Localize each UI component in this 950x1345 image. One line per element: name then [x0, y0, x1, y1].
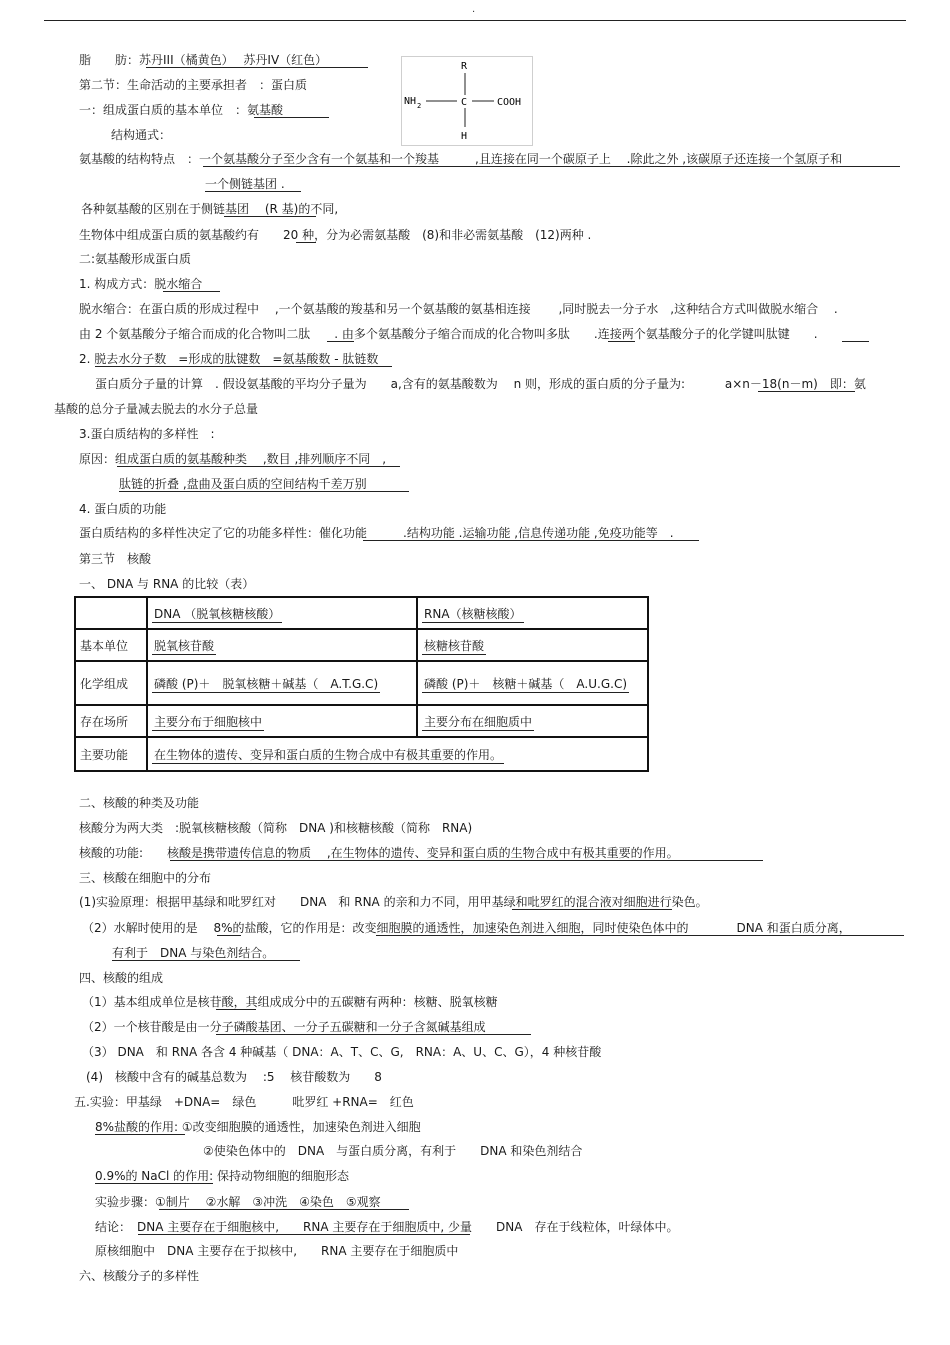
table-cell: 磷酸 (P)＋ 核糖＋碱基（ A.U.G.C): [417, 661, 648, 705]
line-distribution-title: 三、核酸在细胞中的分布: [79, 871, 212, 885]
line-dehydration: 脱水缩合：在蛋白质的形成过程中 ,一个氨基酸的羧基和另一个氨基酸的氨基相连接 ,同时脱去一分子水 ,这种结合方式叫做脱水缩合 .: [79, 302, 838, 316]
line-hcl-effect-1: 8%盐酸的作用: ①改变细胞膜的通透性，加速染色剂进入细胞: [95, 1120, 421, 1134]
line-conclusion: 结论： DNA 主要存在于细胞核中, RNA 主要存在于细胞质中, 少量 DNA 存在于线粒体，叶绿体中。: [95, 1220, 679, 1234]
line-difference: 各种氨基酸的区别在于侧链基团 (R 基)的不同,: [81, 202, 339, 216]
line-formation-2: 2. 脱去水分子数 =形成的肽键数 =氨基酸数 - 肽链数: [79, 352, 379, 366]
table-row-label: 基本单位: [75, 629, 147, 661]
line-amino-count: 生物体中组成蛋白质的氨基酸约有 20 种，分为必需氨基酸 (8)和非必需氨基酸 (12)两种 .: [79, 228, 592, 242]
line-diversity-title: 3.蛋白质结构的多样性 :: [79, 427, 215, 441]
line-kinds-title: 二、核酸的种类及功能: [79, 796, 200, 810]
table-row-label: 存在场所: [75, 705, 147, 737]
line-compare-title: 一、 DNA 与 RNA 的比较（表）: [79, 577, 255, 591]
table-row: [75, 661, 648, 705]
line-feature-1: 氨基酸的结构特点 ：一个氨基酸分子至少含有一个氨基和一个羧基 ,且连接在同一个碳原子上 .除此之外 ,该碳原子还连接一个氢原子和: [79, 152, 843, 166]
line-formation-title: 二:氨基酸形成蛋白质: [79, 252, 192, 266]
underline: [224, 216, 316, 217]
formula-cooh: COOH: [497, 97, 522, 108]
line-composition-title: 四、核酸的组成: [79, 971, 164, 985]
underline: [117, 466, 400, 467]
table-row: [75, 705, 648, 737]
line-composition-1: （1）基本组成单位是核苷酸，其组成成分中的五碳糖有两种：核糖、脱氧核糖: [82, 995, 498, 1009]
line-distribution-2a: （2）水解时使用的是 8%的盐酸，它的作用是：改变细胞膜的通透性，加速染色剂进入细胞，同时使染色体中的 DNA 和蛋白质分离，: [82, 921, 851, 935]
line-composition-3: （3） DNA 和 RNA 各含 4 种碱基（ DNA：A、T、C、G, RNA：A、U、C、G），4 种核苷酸: [82, 1045, 602, 1059]
table-cell-merged: 在生物体的遗传、变异和蛋白质的生物合成中有极其重要的作用。: [147, 737, 648, 771]
line-section-3: 第三节 核酸: [79, 552, 152, 566]
line-nucleic-function: 核酸的功能: 核酸是携带遗传信息的物质 ,在生物体的遗传、变异和蛋白质的生物合成中有极其重要的作用。: [79, 846, 679, 860]
line-diversity-na-title: 六、核酸分子的多样性: [79, 1269, 200, 1283]
line-prokaryote: 原核细胞中 DNA 主要存在于拟核中, RNA 主要存在于细胞质中: [95, 1244, 459, 1258]
structure-formula-svg: [402, 57, 532, 145]
underline: [119, 491, 409, 492]
line-fat-stain: 脂 肪：苏丹III（橘黄色） 苏丹IV（红色）: [79, 53, 328, 67]
table-row: [75, 629, 648, 661]
line-reason-1: 原因：组成蛋白质的氨基酸种类 ,数目 ,排列顺序不同 ,: [79, 452, 387, 466]
line-hcl-effect-2: ②使染色体中的 DNA 与蛋白质分离，有利于 DNA 和染色剂结合: [203, 1144, 583, 1158]
line-experiment-steps: 实验步骤：①制片 ②水解 ③冲洗 ④染色 ⑤观察: [95, 1195, 381, 1209]
underline: [146, 67, 368, 68]
table-cell: 核糖核苷酸: [417, 629, 648, 661]
line-basic-unit: 一：组成蛋白质的基本单位 ：氨基酸: [79, 103, 284, 117]
underline: [217, 935, 241, 936]
line-mass-1: 蛋白质分子量的计算 . 假设氨基酸的平均分子量为 a,含有的氨基酸数为 n 则，形成的蛋白质的分子量为: a×n－18(n－m) 即：氨: [95, 377, 866, 391]
underline: [758, 391, 855, 392]
formula-sub2: 2: [417, 102, 422, 110]
amino-acid-structure-formula: [401, 56, 533, 146]
table-header-row: [75, 597, 648, 629]
line-formula-label: 结构通式：: [111, 128, 172, 142]
table-row: [75, 737, 648, 771]
line-distribution-2b: 有利于 DNA 与染色剂结合。: [112, 946, 275, 960]
table-cell: 脱氧核苷酸: [147, 629, 417, 661]
table-cell: 磷酸 (P)＋ 脱氧核糖＋碱基（ A.T.G.C): [147, 661, 417, 705]
table-row-label: 主要功能: [75, 737, 147, 771]
header-rule: [44, 20, 906, 21]
underline: [95, 1183, 213, 1184]
underline: [95, 1134, 185, 1135]
header-dot: .: [472, 4, 476, 15]
underline: [327, 341, 354, 342]
table-header-cell: [75, 597, 147, 629]
underline: [254, 117, 329, 118]
formula-nh: NH: [404, 96, 417, 107]
formula-h: H: [461, 131, 468, 142]
table-row-label: 化学组成: [75, 661, 147, 705]
line-peptide: 由 2 个氨基酸分子缩合而成的化合物叫二肽 . 由多个氨基酸分子缩合而成的化合物叫多肽 .连接两个氨基酸分子的化学键叫肽键 .: [79, 327, 818, 341]
line-kinds: 核酸分为两大类 :脱氧核糖核酸（简称 DNA )和核糖核酸（简称 RNA): [79, 821, 473, 835]
line-formation-1: 1. 构成方式：脱水缩合: [79, 277, 203, 291]
underline: [376, 935, 904, 936]
underline: [205, 191, 301, 192]
formula-r: R: [461, 61, 468, 72]
line-nacl-effect: 0.9%的 NaCl 的作用: 保持动物细胞的细胞形态: [95, 1169, 350, 1183]
line-distribution-1: (1)实验原理：根据甲基绿和吡罗红对 DNA 和 RNA 的亲和力不同，用甲基绿和吡罗红的混合液对细胞进行染色。: [79, 895, 708, 909]
underline: [170, 860, 763, 861]
line-composition-2: （2）一个核苷酸是由一分子磷酸基团、一分子五碳糖和一分子含氮碱基组成: [82, 1020, 486, 1034]
underline: [203, 166, 900, 167]
line-function-title: 4. 蛋白质的功能: [79, 502, 167, 516]
underline: [296, 242, 316, 243]
line-feature-2: 一个侧链基团 .: [205, 177, 285, 191]
underline: [138, 1234, 470, 1235]
underline: [95, 366, 392, 367]
underline: [608, 341, 635, 342]
underline: [159, 1209, 409, 1210]
line-mass-2: 基酸的总分子量减去脱去的水分子总量: [54, 402, 259, 416]
underline: [216, 1009, 256, 1010]
table-header-cell: RNA（核糖核酸）: [417, 597, 648, 629]
line-composition-4: (4) 核酸中含有的碱基总数为 :5 核苷酸数为 8: [86, 1070, 382, 1084]
table-cell: 主要分布在细胞质中: [417, 705, 648, 737]
dna-rna-comparison-table: [74, 596, 649, 772]
line-experiment-title: 五.实验：甲基绿 +DNA= 绿色 吡罗红 +RNA= 红色: [74, 1095, 414, 1109]
underline: [512, 909, 672, 910]
formula-c: C: [461, 97, 468, 108]
line-function: 蛋白质结构的多样性决定了它的功能多样性：催化功能 .结构功能 .运输功能 ,信息传递功能 ,免疫功能等 .: [79, 526, 674, 540]
underline: [163, 291, 220, 292]
underline: [216, 1034, 531, 1035]
table-cell: 主要分布于细胞核中: [147, 705, 417, 737]
underline: [112, 960, 300, 961]
underline: [842, 341, 869, 342]
line-reason-2: 肽链的折叠 ,盘曲及蛋白质的空间结构千差万别: [119, 477, 367, 491]
underline: [363, 540, 699, 541]
line-section-2: 第二节：生命活动的主要承担者 ：蛋白质: [79, 78, 308, 92]
table-header-cell: DNA （脱氧核糖核酸）: [147, 597, 417, 629]
